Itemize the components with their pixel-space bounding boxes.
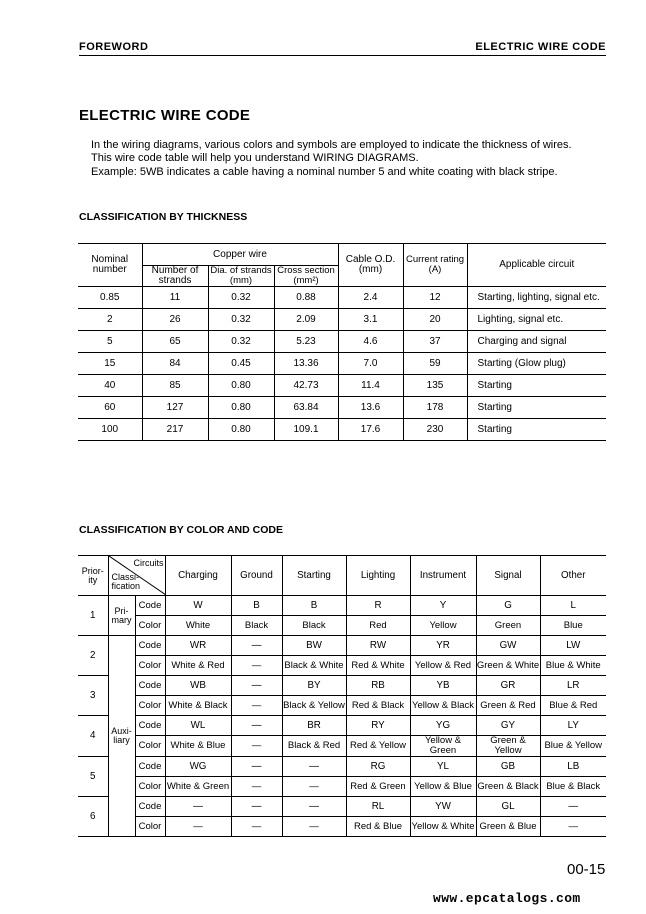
table-cell: GW [476,636,540,656]
table-cell: — [165,797,231,817]
priority-cell: 2 [78,636,108,676]
table-cell: 11.4 [338,375,403,397]
table-cell: LY [540,716,606,736]
code-label: Code [135,757,165,777]
col-header-lighting: Lighting [346,556,410,596]
code-label: Code [135,636,165,656]
table-cell: — [165,817,231,837]
table-cell: 0.85 [78,287,142,309]
code-label: Code [135,676,165,696]
table-cell: GY [476,716,540,736]
table-cell: BW [282,636,346,656]
color-label: Color [135,696,165,716]
table-cell: 2.09 [274,309,338,331]
table-row [78,797,606,817]
table-cell: 127 [142,397,208,419]
table-cell: Blue [540,616,606,636]
table-cell: 0.45 [208,353,274,375]
table-cell: White & Blue [165,736,231,757]
table-cell: — [231,736,282,757]
table-cell: 60 [78,397,142,419]
intro-line: In the wiring diagrams, various colors and symbols are employed to indicate the thickness of wires. [91,139,572,151]
table-cell: BR [282,716,346,736]
table-cell: 65 [142,331,208,353]
table-cell: 63.84 [274,397,338,419]
table-cell: B [282,596,346,616]
table-cell: WR [165,636,231,656]
table-cell: — [231,777,282,797]
table-cell: Green [476,616,540,636]
table-cell: — [231,797,282,817]
table-cell: G [476,596,540,616]
watermark-url: www.epcatalogs.com [433,891,581,906]
col-header-strands: Number of strands [142,266,208,287]
table-cell: Black [282,616,346,636]
table-cell: Red & White [346,656,410,676]
table-row [78,616,606,636]
thickness-table [78,243,606,441]
table-cell: 5.23 [274,331,338,353]
table-row [78,817,606,837]
header-right: ELECTRIC WIRE CODE [475,41,606,53]
table-cell: — [231,757,282,777]
priority-cell: 3 [78,676,108,716]
table-cell: L [540,596,606,616]
table-cell: 178 [403,397,467,419]
table-cell: Green & White [476,656,540,676]
table-cell: 7.0 [338,353,403,375]
col-header-copper: Copper wire [142,244,338,266]
table-cell: — [282,777,346,797]
table-cell: Red & Black [346,696,410,716]
table-cell: GL [476,797,540,817]
table-cell: 0.32 [208,287,274,309]
table-row [78,636,606,656]
classification-auxiliary: Auxi-liary [108,636,135,837]
table-cell: Starting [467,375,606,397]
table-row [78,676,606,696]
table-cell: Green & Blue [476,817,540,837]
col-header-cross: Cross section (mm²) [274,266,338,287]
table-cell: 13.6 [338,397,403,419]
table-cell: YL [410,757,476,777]
page-title: ELECTRIC WIRE CODE [79,107,251,124]
color-label: Color [135,777,165,797]
table-row [78,397,606,419]
table-cell: YG [410,716,476,736]
col-header-dia: Dia. of strands (mm) [208,266,274,287]
table-cell: 17.6 [338,419,403,441]
color-label: Color [135,817,165,837]
table-row [78,656,606,676]
priority-cell: 6 [78,797,108,837]
intro-line: Example: 5WB indicates a cable having a nominal number 5 and white coating with black stripe. [91,165,558,178]
table-cell: 217 [142,419,208,441]
table-cell: 0.32 [208,331,274,353]
table-cell: Yellow & Black [410,696,476,716]
table-cell: 42.73 [274,375,338,397]
table-row [78,777,606,797]
code-label: Code [135,797,165,817]
table-cell: 0.80 [208,419,274,441]
col-header-starting: Starting [282,556,346,596]
table-cell: Blue & Black [540,777,606,797]
table-cell: Starting [467,419,606,441]
col-header-charging: Charging [165,556,231,596]
table-cell: 40 [78,375,142,397]
priority-cell: 1 [78,596,108,636]
table-cell: Black [231,616,282,636]
page-number: 00-15 [567,861,606,878]
col-header-nominal: Nominal number [78,244,142,287]
section-heading-color: CLASSIFICATION BY COLOR AND CODE [79,524,283,536]
col-header-instrument: Instrument [410,556,476,596]
table-cell: 59 [403,353,467,375]
table-cell: Yellow & Red [410,656,476,676]
intro-line: This wire code table will help you understand WIRING DIAGRAMS. [91,152,419,165]
color-label: Color [135,656,165,676]
table-cell: GB [476,757,540,777]
table-cell: White & Green [165,777,231,797]
table-cell: 0.32 [208,309,274,331]
col-header-signal: Signal [476,556,540,596]
table-row [78,287,606,309]
table-cell: 13.36 [274,353,338,375]
table-cell: — [231,676,282,696]
table-cell: Green & Yellow [476,736,540,757]
page-header [79,41,606,56]
table-cell: 0.80 [208,375,274,397]
table-cell: Black & Yellow [282,696,346,716]
table-cell: Blue & Yellow [540,736,606,757]
col-header-rating: Current rating (A) [403,244,467,287]
table-row [78,375,606,397]
table-cell: 5 [78,331,142,353]
table-row [78,716,606,736]
table-cell: 12 [403,287,467,309]
table-cell: — [231,716,282,736]
table-cell: LW [540,636,606,656]
table-cell: Red & Yellow [346,736,410,757]
table-cell: RL [346,797,410,817]
color-label: Color [135,736,165,757]
table-cell: — [231,636,282,656]
section-heading-thickness: CLASSIFICATION BY THICKNESS [79,211,248,223]
table-cell: Blue & White [540,656,606,676]
col-header-other: Other [540,556,606,596]
table-cell: 15 [78,353,142,375]
table-cell: 3.1 [338,309,403,331]
table-cell: — [540,797,606,817]
table-cell: Starting (Glow plug) [467,353,606,375]
table-cell: WB [165,676,231,696]
table-cell: 20 [403,309,467,331]
table-cell: 230 [403,419,467,441]
table-cell: — [282,797,346,817]
table-cell: Blue & Red [540,696,606,716]
table-cell: Yellow & Blue [410,777,476,797]
table-cell: — [231,696,282,716]
col-header-circuits-class [108,556,165,596]
table-cell: 37 [403,331,467,353]
header-circuits: Circuits [133,558,164,568]
table-cell: Black & Red [282,736,346,757]
table-cell: White & Red [165,656,231,676]
col-header-priority: Prior-ity [78,556,108,596]
table-row [78,736,606,757]
color-code-table [78,555,606,837]
table-cell: WG [165,757,231,777]
table-cell: BY [282,676,346,696]
table-row [78,419,606,441]
priority-cell: 5 [78,757,108,797]
header-classification: Classi-fication [111,572,141,591]
table-row [78,596,606,616]
table-cell: Red & Blue [346,817,410,837]
table-cell: Charging and signal [467,331,606,353]
table-cell: GR [476,676,540,696]
table-cell: Yellow & Green [410,736,476,757]
table-cell: Green & Red [476,696,540,716]
table-cell: 4.6 [338,331,403,353]
table-row [78,696,606,716]
table-cell: 109.1 [274,419,338,441]
col-header-ground: Ground [231,556,282,596]
table-cell: 135 [403,375,467,397]
table-cell: Black & White [282,656,346,676]
table-cell: Y [410,596,476,616]
table-cell: YW [410,797,476,817]
table-cell: — [282,757,346,777]
intro-text [91,139,572,179]
table-cell: 100 [78,419,142,441]
table-cell: 26 [142,309,208,331]
table-cell: 11 [142,287,208,309]
table-cell: RB [346,676,410,696]
table-cell: — [282,817,346,837]
color-label: Color [135,616,165,636]
col-header-od: Cable O.D. (mm) [338,244,403,287]
table-cell: RW [346,636,410,656]
table-cell: Lighting, signal etc. [467,309,606,331]
table-cell: 2.4 [338,287,403,309]
table-cell: Yellow [410,616,476,636]
table-row [78,353,606,375]
table-cell: Starting, lighting, signal etc. [467,287,606,309]
table-cell: — [231,817,282,837]
table-cell: B [231,596,282,616]
table-row [78,331,606,353]
table-cell: 0.80 [208,397,274,419]
table-cell: Starting [467,397,606,419]
table-cell: 2 [78,309,142,331]
table-cell: 0.88 [274,287,338,309]
table-cell: Red [346,616,410,636]
classification-primary: Pri-mary [108,596,135,636]
table-row [78,757,606,777]
table-cell: RY [346,716,410,736]
header-left: FOREWORD [79,41,149,53]
table-cell: W [165,596,231,616]
table-cell: Yellow & White [410,817,476,837]
table-cell: LR [540,676,606,696]
table-row [78,309,606,331]
table-cell: Green & Black [476,777,540,797]
table-cell: 84 [142,353,208,375]
table-cell: Red & Green [346,777,410,797]
priority-cell: 4 [78,716,108,757]
table-cell: WL [165,716,231,736]
code-label: Code [135,596,165,616]
table-cell: 85 [142,375,208,397]
table-cell: White & Black [165,696,231,716]
table-cell: LB [540,757,606,777]
table-cell: — [231,656,282,676]
table-cell: YB [410,676,476,696]
table-cell: RG [346,757,410,777]
table-cell: YR [410,636,476,656]
table-cell: White [165,616,231,636]
code-label: Code [135,716,165,736]
table-cell: — [540,817,606,837]
table-cell: R [346,596,410,616]
col-header-app: Applicable circuit [467,244,606,287]
